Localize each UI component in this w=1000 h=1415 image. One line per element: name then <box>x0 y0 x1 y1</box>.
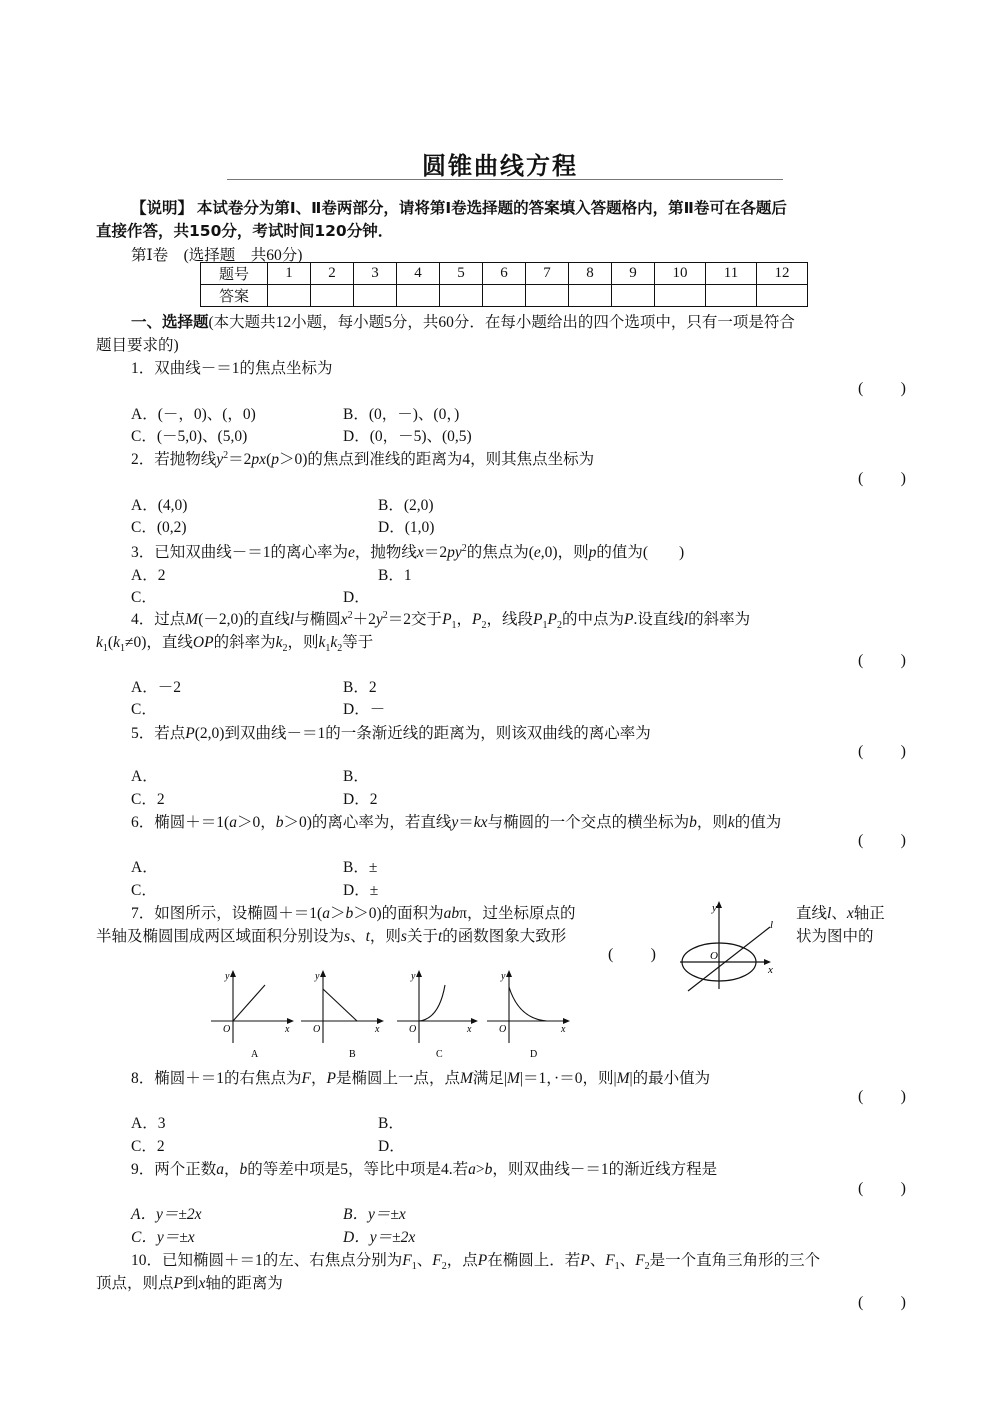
graph-label: B <box>349 1049 356 1060</box>
q8-option-a: A．3 <box>131 1115 166 1132</box>
q7-stem-line2: 半轴及椭圆围成两区域面积分别设为s、t，则s关于t的函数图象大致形 <box>96 928 567 945</box>
q5-answer-paren[interactable]: ( ) <box>858 743 906 760</box>
q6-option-c: C． <box>131 882 157 899</box>
q1-option-b: B．(0，－)、(0，) <box>343 406 460 423</box>
x-label: x <box>768 964 773 976</box>
arrow-up-icon <box>416 970 422 977</box>
answer-cell[interactable] <box>268 285 311 307</box>
section1-line1: 一、选择题(本大题共12小题，每小题5分，共60分．在每小题给出的四个选项中，只有一项是符合 <box>131 313 795 331</box>
q3-option-d: D． <box>343 589 370 606</box>
q3-stem: 3．已知双曲线－＝1的离心率为e，抛物线$x=2py^2$的焦点为(e,0)，则p的值为( ) <box>131 542 685 561</box>
svg-text:y: y <box>315 971 320 982</box>
q4-option-c: C． <box>131 701 157 718</box>
q9-option-c: C．y＝±x <box>131 1229 195 1246</box>
table-cell: 4 <box>397 263 440 285</box>
arrow-right-icon <box>471 1018 478 1024</box>
q1-option-a: A．(－，0)、(，0) <box>131 406 256 423</box>
q8-stem: 8．椭圆＋＝1的右焦点为F，P是椭圆上一点，点M满足|M|＝1，·＝0，则|M|的最小值为 <box>131 1070 711 1087</box>
q2-option-b: B．(2,0) <box>378 497 434 514</box>
graph-label: A <box>251 1049 259 1060</box>
q7-option-graphs <box>205 965 585 1063</box>
q4-stem-line2: $k_1(k_1\ne 0)$，直线OP的斜率为$k_2$，则$k_1k_2$等于 <box>96 634 374 655</box>
q4-option-d: D．－ <box>343 701 386 718</box>
table-cell: 1 <box>268 263 311 285</box>
q4-option-a: A．－2 <box>131 679 181 696</box>
q7-answer-paren[interactable]: ( ) <box>608 946 656 963</box>
q4-option-b: B．2 <box>343 679 377 696</box>
answer-cell[interactable] <box>397 285 440 307</box>
q6-stem: 6．椭圆＋＝1(a＞0，b＞0)的离心率为，若直线y＝kx与椭圆的一个交点的横坐标为b，则k的值为 <box>131 814 782 831</box>
answer-cell[interactable] <box>655 285 706 307</box>
q4-stem-line1: 4．过点M(－2,0)的直线l与椭圆$x^2+2y^2=2$交于$P_1$，$P_2$，线段$P_1P_2$的中点为P.设直线l的斜率为 <box>131 609 751 632</box>
q3-option-a: A．2 <box>131 567 166 584</box>
q2-stem: 2．若抛物线$y^2=2px(p>0)$的焦点到准线的距离为4，则其焦点坐标为 <box>131 449 595 468</box>
l-label: l <box>770 919 774 931</box>
q8-answer-paren[interactable]: ( ) <box>858 1088 906 1105</box>
q5-option-d: D．2 <box>343 791 378 808</box>
svg-text:x: x <box>285 1024 290 1035</box>
q3-option-b: B．1 <box>378 567 412 584</box>
answer-table <box>200 262 808 307</box>
table-cell: 7 <box>526 263 569 285</box>
graph-label: C <box>436 1049 443 1060</box>
q10-answer-paren[interactable]: ( ) <box>858 1294 906 1311</box>
graph-b <box>301 970 384 1060</box>
q6-option-b: B．± <box>343 859 378 876</box>
answer-cell[interactable] <box>440 285 483 307</box>
answer-table-answer-row <box>201 285 808 307</box>
svg-text:O: O <box>313 1024 321 1035</box>
arrow-up-icon <box>230 970 236 977</box>
q2-option-d: D．(1,0) <box>378 519 435 536</box>
svg-text:x: x <box>467 1024 472 1035</box>
q8-option-d: D． <box>378 1138 405 1155</box>
part1-heading: 第Ⅰ卷 (选择题 共60分) <box>131 247 303 264</box>
q4-answer-paren[interactable]: ( ) <box>858 652 906 669</box>
q9-option-b: B．y＝±x <box>343 1206 406 1223</box>
table-cell: 10 <box>655 263 706 285</box>
table-cell: 3 <box>354 263 397 285</box>
section1-line2: 题目要求的) <box>96 337 179 354</box>
svg-text:x: x <box>375 1024 380 1035</box>
graph-d <box>487 970 570 1060</box>
answer-cell[interactable] <box>569 285 612 307</box>
answer-cell[interactable] <box>706 285 757 307</box>
table-cell: 6 <box>483 263 526 285</box>
q9-answer-paren[interactable]: ( ) <box>858 1180 906 1197</box>
q2-answer-paren[interactable]: ( ) <box>858 470 906 487</box>
q5-stem: 5．若点P(2,0)到双曲线－＝1的一条渐近线的距离为，则该双曲线的离心率为 <box>131 725 651 742</box>
q9-option-d: D．y＝±2x <box>343 1229 416 1246</box>
table-cell: 12 <box>757 263 808 285</box>
table-cell: 8 <box>569 263 612 285</box>
intro-label: 【说明】 <box>131 199 194 217</box>
arrow-up-icon <box>320 970 326 977</box>
svg-text:O: O <box>499 1024 507 1035</box>
q1-stem: 1．双曲线－＝1的焦点坐标为 <box>131 360 333 377</box>
q6-answer-paren[interactable]: ( ) <box>858 832 906 849</box>
answer-table-number-row <box>201 263 808 285</box>
q3-option-c: C． <box>131 589 157 606</box>
q5-option-b: B． <box>343 768 369 785</box>
q7-stem-line1-right: 直线l、x轴正 <box>796 905 885 922</box>
line-l <box>688 927 770 991</box>
svg-text:y: y <box>501 971 506 982</box>
q5-option-c: C．2 <box>131 791 165 808</box>
arrow-up-icon <box>506 970 512 977</box>
page-title: 圆锥曲线方程 <box>422 152 578 180</box>
svg-text:x: x <box>561 1024 566 1035</box>
graph-c <box>397 970 478 1060</box>
q7-ellipse-figure <box>676 897 786 993</box>
origin-label: O <box>710 950 718 962</box>
q8-option-b: B． <box>378 1115 404 1132</box>
y-label: y <box>712 902 717 914</box>
answer-cell[interactable] <box>757 285 808 307</box>
table-cell: 9 <box>612 263 655 285</box>
q2-option-c: C．(0,2) <box>131 519 187 536</box>
arrow-up-icon <box>716 901 722 908</box>
graph-label: D <box>530 1049 538 1060</box>
q9-option-a: A．y＝±2x <box>131 1206 202 1223</box>
answer-cell[interactable] <box>526 285 569 307</box>
answer-cell[interactable] <box>612 285 655 307</box>
q6-option-a: A． <box>131 859 158 876</box>
answer-cell[interactable] <box>311 285 354 307</box>
q1-option-d: D．(0，－5)、(0,5) <box>343 428 472 445</box>
q1-option-c: C．(－5,0)、(5,0) <box>131 428 248 445</box>
table-cell: 5 <box>440 263 483 285</box>
graph-a <box>211 970 294 1060</box>
table-cell: 11 <box>706 263 757 285</box>
svg-text:y: y <box>411 971 416 982</box>
q1-answer-paren[interactable]: ( ) <box>858 380 906 397</box>
answer-table-header: 答案 <box>201 285 268 307</box>
intro-line1: 【说明】 本试卷分为第Ⅰ、Ⅱ卷两部分，请将第Ⅰ卷选择题的答案填入答题格内，第Ⅱ卷可在各题后 <box>131 199 787 217</box>
svg-text:O: O <box>409 1024 417 1035</box>
svg-text:y: y <box>225 971 230 982</box>
q10-stem-line2: 顶点，则点P到x轴的距离为 <box>96 1275 283 1292</box>
answer-table-header: 题号 <box>201 263 268 285</box>
answer-cell[interactable] <box>483 285 526 307</box>
q7-stem-line2-right: 状为图中的 <box>796 928 874 945</box>
q9-stem: 9．两个正数a，b的等差中项是5，等比中项是4.若a>b，则双曲线－＝1的渐近线方程是 <box>131 1161 718 1178</box>
q5-option-a: A． <box>131 768 158 785</box>
q8-option-c: C．2 <box>131 1138 165 1155</box>
svg-text:O: O <box>223 1024 231 1035</box>
q7-stem-line1: 7．如图所示，设椭圆＋＝1(a＞b＞0)的面积为abπ，过坐标原点的 <box>131 905 576 922</box>
answer-cell[interactable] <box>354 285 397 307</box>
title-rule <box>227 179 783 180</box>
q6-option-d: D．± <box>343 882 379 899</box>
q2-option-a: A．(4,0) <box>131 497 188 514</box>
intro-line2: 直接作答，共150分，考试时间120分钟． <box>96 222 394 240</box>
q10-stem-line1: 10．已知椭圆＋＝1的左、右焦点分别为$F_1$、$F_2$，点P在椭圆上．若P、$F_1$、$F_2$是一个直角三角形的三个 <box>131 1252 821 1273</box>
table-cell: 2 <box>311 263 354 285</box>
